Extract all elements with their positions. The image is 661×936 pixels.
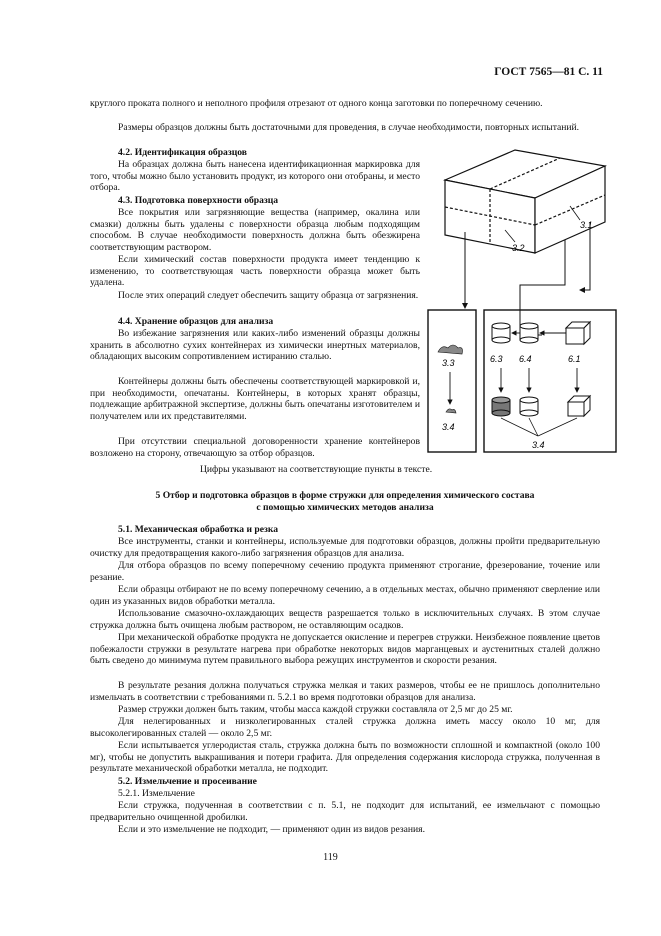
section-5-1-paragraph-4: Использование смазочно-охлаждающих веществ разрешается только в исключительных случаях. В этом случае стружка должна быть очищена любым раствором, не оставляющим осадков. [90, 608, 600, 631]
cube-small [568, 396, 590, 416]
label-3-2: 3.2 [512, 243, 525, 253]
section-5-1-title: 5.1. Механическая обработка и резка [118, 524, 279, 535]
label-3-1: 3.1 [580, 220, 593, 230]
steel-block [445, 150, 605, 253]
section-5-2-paragraph-2: Если и это измельчение не подходит, — применяют один из видов резания. [118, 824, 425, 835]
drum-6-4 [520, 323, 538, 343]
section-5-2-title: 5.2. Измельчение и просеивание [118, 776, 257, 787]
section-4-3-paragraph-1: Все покрытия или загрязняющие вещества (например, окалина или смазки) должны быть удалены с поверхности образца любым подходящим способом. В случае необходимости поверхность должна быть обезжирена соответствующим раствором. [90, 207, 420, 253]
section-4-4-paragraph-3: При отсутствии специальной договоренности хранение контейнеров возложено на сторону, отвечающую за отбор образцов. [90, 436, 420, 459]
label-3-3: 3.3 [442, 358, 455, 368]
section-4-3-paragraph-3: После этих операций следует обеспечить защиту образца от загрязнения. [118, 290, 419, 301]
section-5-1-paragraph-1: Все инструменты, станки и контейнеры, используемые для подготовки образцов, должны пройти предварительную очистку для предотвращения какого-либо загрязнения образцов для анализа. [90, 536, 600, 559]
drum-filled [492, 397, 510, 416]
cube-6-1 [566, 322, 590, 344]
section-4-2-paragraph: На образцах должна быть нанесена идентификационная маркировка для того, чтобы можно было установить продукт, из которого они отобраны, и место отбора. [90, 159, 420, 194]
label-3-4-right: 3.4 [532, 440, 545, 450]
label-6-1: 6.1 [568, 354, 581, 364]
section-4-2-title: 4.2. Идентификация образцов [118, 147, 247, 158]
section-4-4-paragraph-1: Во избежание загрязнения или каких-либо изменений образцы должны хранить в абсолютно сухих контейнерах из химически инертных материалов, обладающих высоким сопротивлением истиранию сталью. [90, 328, 420, 363]
label-6-3: 6.3 [490, 354, 503, 364]
section-5-1-paragraph-8: Для нелегированных и низколегированных сталей стружка должна иметь массу около 10 мг, для высоколегированных сталей — около 2,5 мг. [90, 716, 600, 739]
section-5-1-paragraph-2: Для отбора образцов по всему поперечному сечению продукта применяют строгание, фрезерование, точение или резание. [90, 560, 600, 583]
section-5-1-paragraph-6: В результате резания должна получаться стружка мелкая и таких размеров, чтобы ее не пришлось дополнительно измельчать в соответствии с требованиями п. 5.2.1 во время подготовки образцов для анализа. [90, 680, 600, 703]
section-5-2-paragraph-1: Если стружка, подученная в соответствии с п. 5.1, не подходит для испытаний, ее измельчают с помощью предварительно очищенной дробилки. [90, 800, 600, 823]
section-5-title-line-1: 5 Отбор и подготовка образцов в форме стружки для определения химического состава [155, 490, 535, 501]
section-5-2-1-title: 5.2.1. Измельчение [118, 788, 195, 799]
drum-6-3 [492, 323, 510, 343]
section-4-4-paragraph-2: Контейнеры должны быть обеспечены соответствующей маркировкой и, при необходимости, опечатаны. Контейнеры, в которых хранят образцы, подлежащие арбитражной экспертизе, должны быть опечатаны изготовителем и получателем или их представителями. [90, 376, 420, 422]
label-6-4: 6.4 [519, 354, 532, 364]
label-3-4-left: 3.4 [442, 422, 455, 432]
section-4-3-title: 4.3. Подготовка поверхности образца [118, 195, 279, 206]
section-5-title-line-2: с помощью химических методов анализа [256, 502, 434, 513]
section-5-1-paragraph-9: Если испытывается углеродистая сталь, стружка должна быть по возможности сплошной и компактной (около 100 мг), чтобы не допустить выкрашивания и потери графита. Для определения содержания кислорода стружка, полученная в результате механической обработки металла, не подходит. [90, 740, 600, 775]
intro-paragraph-1: круглого проката полного и неполного профиля отрезают от одного конца заготовки по поперечному сечению. [90, 98, 543, 109]
section-4-4-title: 4.4. Хранение образцов для анализа [118, 316, 274, 327]
running-header: ГОСТ 7565—81 С. 11 [494, 66, 603, 78]
small-chips-icon [446, 409, 456, 413]
page-number: 119 [323, 852, 338, 863]
drum-empty [520, 397, 538, 416]
chips-icon [438, 345, 463, 354]
section-4-3-paragraph-2: Если химический состав поверхности продукта имеет тенденцию к изменению, то соответствующая часть поверхности образца может быть удалена. [90, 254, 420, 289]
intro-paragraph-2: Размеры образцов должны быть достаточными для проведения, в случае необходимости, повторных испытаний. [118, 122, 580, 133]
section-5-1-paragraph-7: Размер стружки должен быть таким, чтобы масса каждой стружки составляла от 2,5 мг до 25 мг. [118, 704, 513, 715]
figure-caption: Цифры указывают на соответствующие пункты в тексте. [200, 464, 433, 475]
section-5-1-paragraph-5: При механической обработке продукта не допускается окисление и перегрев стружки. Неизбежное появление цветов побежалости стружки в результате нагрева при обработке некоторых видов марганцевых и аустенитных сталей должно быть сведено до минимума путем правильного выбора режущих инструментов и скорости резания. [90, 632, 600, 667]
sampling-figure [420, 140, 620, 460]
section-5-1-paragraph-3: Если образцы отбирают не по всему поперечному сечению, а в отдельных местах, обычно применяют сверление или один из указанных видов обработки металла. [90, 584, 600, 607]
